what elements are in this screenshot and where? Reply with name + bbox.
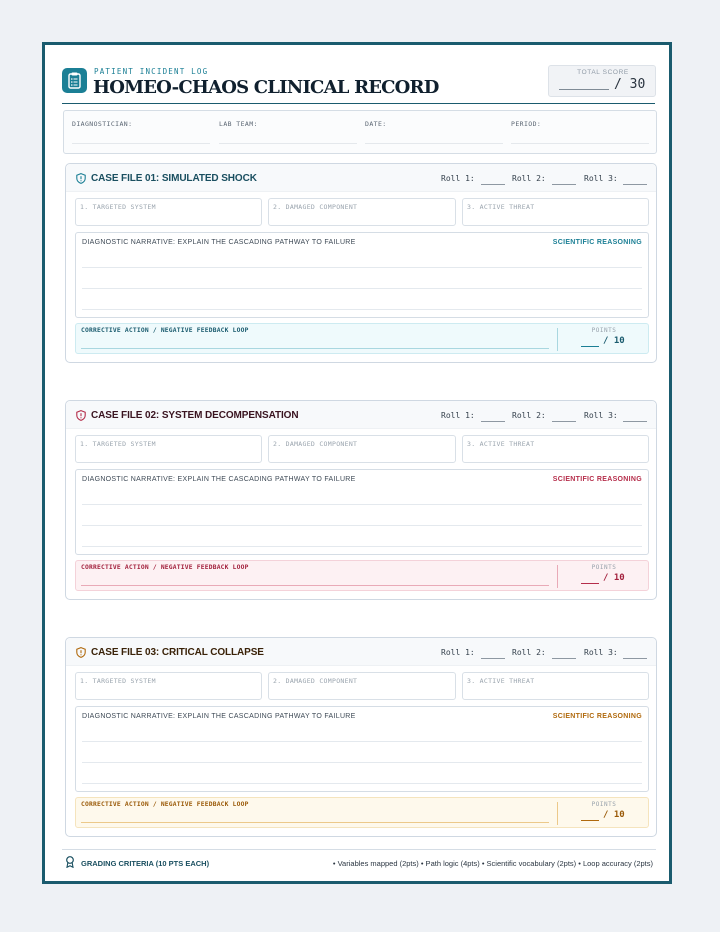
roll-2-label: Roll 2: <box>512 411 546 420</box>
footer-rule <box>62 849 656 850</box>
corrective-action-box[interactable] <box>75 560 649 591</box>
incident-log-page <box>42 42 672 884</box>
roll-2-blank[interactable] <box>552 184 576 185</box>
field-label: 2. DAMAGED COMPONENT <box>273 677 358 685</box>
writing-line <box>82 288 642 289</box>
case-header <box>66 638 656 666</box>
shield-icon <box>76 173 86 184</box>
award-icon <box>65 856 75 868</box>
narrative-label: DIAGNOSTIC NARRATIVE: EXPLAIN THE CASCADING PATHWAY TO FAILURE <box>82 239 356 246</box>
field-label: 2. DAMAGED COMPONENT <box>273 440 358 448</box>
grading-criteria-list: • Variables mapped (2pts) • Path logic (4pts) • Scientific vocabulary (2pts) • Loop accuracy (2pts) <box>332 859 653 868</box>
case-title: CASE FILE 01: SIMULATED SHOCK <box>91 173 257 184</box>
lab-team-field[interactable] <box>219 143 357 144</box>
diagnostic-narrative-box[interactable] <box>75 706 649 792</box>
scientific-reasoning-tag: SCIENTIFIC REASONING <box>552 713 642 720</box>
writing-line <box>82 267 642 268</box>
grading-criteria-title: GRADING CRITERIA (10 PTS EACH) <box>81 859 210 868</box>
period-field[interactable] <box>511 143 649 144</box>
clipboard-icon <box>62 68 87 93</box>
field-label: 1. TARGETED SYSTEM <box>80 440 156 448</box>
diagnostician-field[interactable] <box>72 143 210 144</box>
corrective-action-line <box>81 822 549 823</box>
points-max: / 10 <box>603 573 625 583</box>
points-label: POINTS <box>591 801 617 808</box>
corrective-action-label: CORRECTIVE ACTION / NEGATIVE FEEDBACK LOOP <box>81 801 249 808</box>
points-label: POINTS <box>591 564 617 571</box>
shield-alert-icon <box>76 410 86 421</box>
period-label: PERIOD: <box>511 120 542 128</box>
total-score-blank[interactable] <box>559 89 609 90</box>
roll-2-blank[interactable] <box>552 658 576 659</box>
targeted-system-field[interactable] <box>75 198 262 226</box>
roll-1-label: Roll 1: <box>441 411 475 420</box>
active-threat-field[interactable] <box>462 198 649 226</box>
total-score-label: TOTAL SCORE <box>577 69 629 76</box>
points-label: POINTS <box>591 327 617 334</box>
scientific-reasoning-tag: SCIENTIFIC REASONING <box>552 239 642 246</box>
date-label: DATE: <box>365 120 387 128</box>
narrative-label: DIAGNOSTIC NARRATIVE: EXPLAIN THE CASCADING PATHWAY TO FAILURE <box>82 476 356 483</box>
shield-warning-icon <box>76 647 86 658</box>
points-max: / 10 <box>603 336 625 346</box>
roll-1-blank[interactable] <box>481 184 505 185</box>
roll-3-blank[interactable] <box>623 421 647 422</box>
corrective-action-box[interactable] <box>75 797 649 828</box>
roll-1-label: Roll 1: <box>441 648 475 657</box>
document-kicker: PATIENT INCIDENT LOG <box>94 67 209 76</box>
roll-2-label: Roll 2: <box>512 174 546 183</box>
points-max: / 10 <box>603 810 625 820</box>
writing-line <box>82 309 642 310</box>
meta-info-box <box>63 110 657 154</box>
roll-3-label: Roll 3: <box>584 648 618 657</box>
roll-2-label: Roll 2: <box>512 648 546 657</box>
case-title: CASE FILE 03: CRITICAL COLLAPSE <box>91 647 264 658</box>
corrective-action-label: CORRECTIVE ACTION / NEGATIVE FEEDBACK LOOP <box>81 564 249 571</box>
roll-1-blank[interactable] <box>481 421 505 422</box>
writing-line <box>82 504 642 505</box>
diagnostic-narrative-box[interactable] <box>75 469 649 555</box>
active-threat-field[interactable] <box>462 435 649 463</box>
writing-line <box>82 762 642 763</box>
points-blank[interactable] <box>581 346 599 347</box>
roll-3-label: Roll 3: <box>584 174 618 183</box>
field-label: 1. TARGETED SYSTEM <box>80 203 156 211</box>
total-score-box <box>548 65 656 97</box>
corrective-action-label: CORRECTIVE ACTION / NEGATIVE FEEDBACK LOOP <box>81 327 249 334</box>
lab-team-label: LAB TEAM: <box>219 120 258 128</box>
corrective-action-box[interactable] <box>75 323 649 354</box>
roll-1-blank[interactable] <box>481 658 505 659</box>
corrective-action-line <box>81 348 549 349</box>
scientific-reasoning-tag: SCIENTIFIC REASONING <box>552 476 642 483</box>
diagnostician-label: DIAGNOSTICIAN: <box>72 120 133 128</box>
case-header <box>66 164 656 192</box>
damaged-component-field[interactable] <box>268 198 456 226</box>
document-title: HOMEO-CHAOS CLINICAL RECORD <box>93 77 439 98</box>
writing-line <box>82 783 642 784</box>
roll-2-blank[interactable] <box>552 421 576 422</box>
field-label: 1. TARGETED SYSTEM <box>80 677 156 685</box>
header-rule <box>62 103 655 104</box>
case-file-card <box>65 637 657 837</box>
targeted-system-field[interactable] <box>75 435 262 463</box>
roll-3-blank[interactable] <box>623 658 647 659</box>
damaged-component-field[interactable] <box>268 672 456 700</box>
case-title: CASE FILE 02: SYSTEM DECOMPENSATION <box>91 410 299 421</box>
points-blank[interactable] <box>581 820 599 821</box>
narrative-label: DIAGNOSTIC NARRATIVE: EXPLAIN THE CASCADING PATHWAY TO FAILURE <box>82 713 356 720</box>
writing-line <box>82 741 642 742</box>
field-label: 3. ACTIVE THREAT <box>467 203 535 211</box>
field-label: 3. ACTIVE THREAT <box>467 677 535 685</box>
date-field[interactable] <box>365 143 503 144</box>
damaged-component-field[interactable] <box>268 435 456 463</box>
targeted-system-field[interactable] <box>75 672 262 700</box>
case-file-card <box>65 400 657 600</box>
corrective-action-line <box>81 585 549 586</box>
case-header <box>66 401 656 429</box>
case-file-card <box>65 163 657 363</box>
points-blank[interactable] <box>581 583 599 584</box>
field-label: 3. ACTIVE THREAT <box>467 440 535 448</box>
roll-1-label: Roll 1: <box>441 174 475 183</box>
total-score-max: / 30 <box>614 77 646 92</box>
roll-3-label: Roll 3: <box>584 411 618 420</box>
writing-line <box>82 525 642 526</box>
active-threat-field[interactable] <box>462 672 649 700</box>
writing-line <box>82 546 642 547</box>
roll-3-blank[interactable] <box>623 184 647 185</box>
field-label: 2. DAMAGED COMPONENT <box>273 203 358 211</box>
diagnostic-narrative-box[interactable] <box>75 232 649 318</box>
